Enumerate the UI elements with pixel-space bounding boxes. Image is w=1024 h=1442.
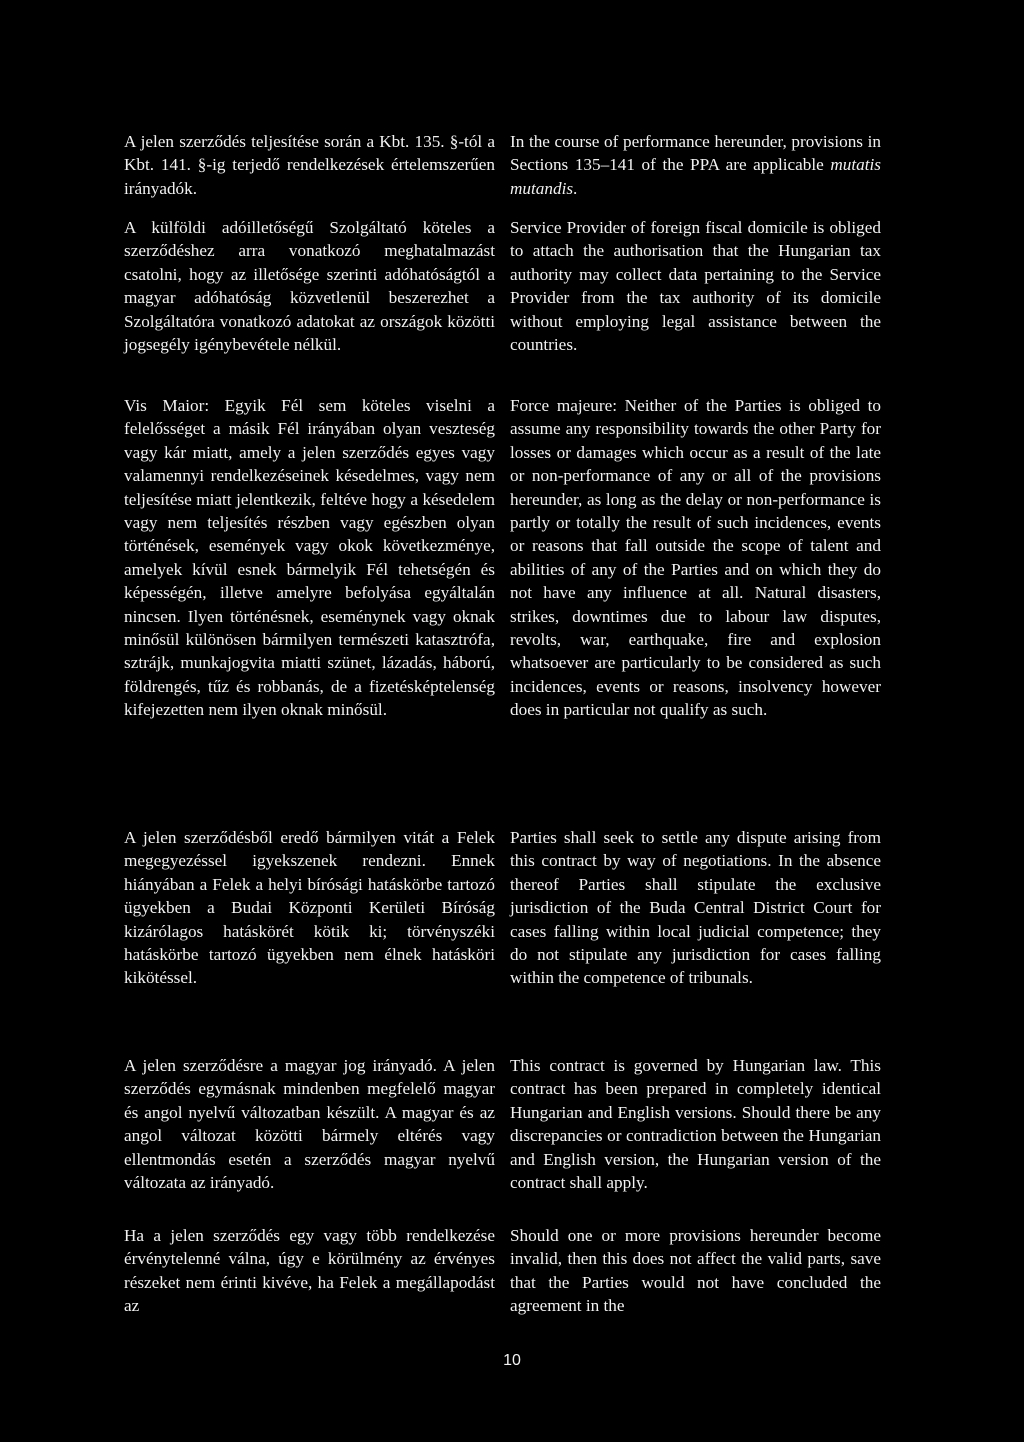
hungarian-column xyxy=(124,394,495,722)
english-column xyxy=(510,826,881,990)
hungarian-column xyxy=(124,826,495,990)
hungarian-column xyxy=(124,1054,495,1194)
en-paragraph-3: Force majeure: Neither of the Parties is obliged to assume any responsibility towards the other Party for losses or damages which occur as a result of the late or non-performance of any or all of the provisions hereunder, as long as the delay or non-performance is partly or totally the result of such incidences, events or reasons that fall outside the scope of talent and abilities of any of the Parties and on which they do not have any influence at all. Natural disasters, strikes, downtimes due to labour law disputes, revolts, war, earthquake, fire and explosion whatsoever are particularly to be considered as such incidences, events or reasons, insolvency however does in particular not qualify as such. xyxy=(510,396,881,720)
hu-paragraph-3: Vis Maior: Egyik Fél sem köteles viselni a felelősséget a másik Fél irányában olyan veszteség vagy kár miatt, amely a jelen szerződés egyes vagy valamennyi rendelkezéseinek késedelmes, vagy nem teljesítése miatt jelentkezik, feltéve hogy a késedelem vagy nem teljesítés részben vagy egészben olyan történések, események vagy okok következménye, amelyek kívül esnek bármelyik Fél tehetségén és képességén, illetve amelyre befolyása egyáltalán nincsen. Ilyen történésnek, eseménynek vagy oknak minősül különösen bármilyen természeti katasztrófa, sztrájk, munkajogvita miatti szünet, lázadás, háború, földrengés, tűz és robbanás, de a fizetésképtelenség kifejezetten nem ilyen oknak minősül. xyxy=(124,396,495,720)
en-paragraph-4: Parties shall seek to settle any dispute arising from this contract by way of negotiations. In the absence thereof Parties shall stipulate the exclusive jurisdiction of the Buda Central District Court for cases falling within local judicial competence; they do not stipulate any jurisdiction for cases falling within the competence of tribunals. xyxy=(510,828,881,988)
en-paragraph-1-text: In the course of performance hereunder, provisions in Sections 135–141 of the PPA are applicable xyxy=(510,132,881,175)
hu-paragraph-6: Ha a jelen szerződés egy vagy több rendelkezése érvénytelenné válna, úgy e körülmény az érvényes részeket nem érinti kivéve, ha Felek a megállapodást az xyxy=(124,1226,495,1316)
hungarian-column xyxy=(124,1224,495,1318)
hu-paragraph-5: A jelen szerződésre a magyar jog irányadó. A jelen szerződés egymásnak mindenben megfelelő magyar és angol nyelvű változatban készült. A magyar és az angol változat közötti bármely eltérés vagy ellentmondás esetén a szerződés magyar nyelvű változata az irányadó. xyxy=(124,1056,495,1193)
en-paragraph-1 xyxy=(510,130,881,200)
en-paragraph-1-end: . xyxy=(573,178,578,198)
en-paragraph-6: Should one or more provisions hereunder become invalid, then this does not affect the valid parts, save that the Parties would not have concluded the agreement in the xyxy=(510,1226,881,1316)
hu-paragraph-4: A jelen szerződésből eredő bármilyen vitát a Felek megegyezéssel igyekszenek rendezni. Ennek hiányában a Felek a helyi bírósági hatáskörbe tartozó ügyekben a Budai Központi Kerületi Bíróság kizárólagos hatáskörét kötik ki; törvényszéki hatáskörbe tartozó ügyekben nem élnek hatásköri kikötéssel. xyxy=(124,828,495,988)
hu-paragraph-2: A külföldi adóilletőségű Szolgáltató köteles a szerződéshez arra vonatkozó meghatalmazást csatolni, hogy az illetősége szerinti adóhatóságtól a magyar adóhatóság közvetlenül beszerezhet a Szolgáltatóra vonatkozó adatokat az országok közötti jogsegély igénybevétele nélkül. xyxy=(124,218,495,355)
english-column xyxy=(510,1054,881,1194)
en-paragraph-1-italic: mutatis mutandis xyxy=(510,155,881,198)
page-number: 10 xyxy=(503,1352,521,1369)
english-column xyxy=(510,216,881,356)
english-column xyxy=(510,1224,881,1318)
hungarian-column xyxy=(124,216,495,356)
english-column xyxy=(510,394,881,722)
english-column xyxy=(510,130,881,200)
en-paragraph-5: This contract is governed by Hungarian law. This contract has been prepared in completely identical Hungarian and English versions. Should there be any discrepancies or contradiction between the Hungarian and English version, the Hungarian version of the contract shall apply. xyxy=(510,1056,881,1193)
hu-paragraph-1: A jelen szerződés teljesítése során a Kbt. 135. §-tól a Kbt. 141. §-ig terjedő rendelkezések értelemszerűen irányadók. xyxy=(124,132,495,198)
hungarian-column xyxy=(124,130,495,200)
en-paragraph-2: Service Provider of foreign fiscal domicile is obliged to attach the authorisation that the Hungarian tax authority may collect data pertaining to the Service Provider from the tax authority of its domicile without employing legal assistance between the countries. xyxy=(510,218,881,355)
